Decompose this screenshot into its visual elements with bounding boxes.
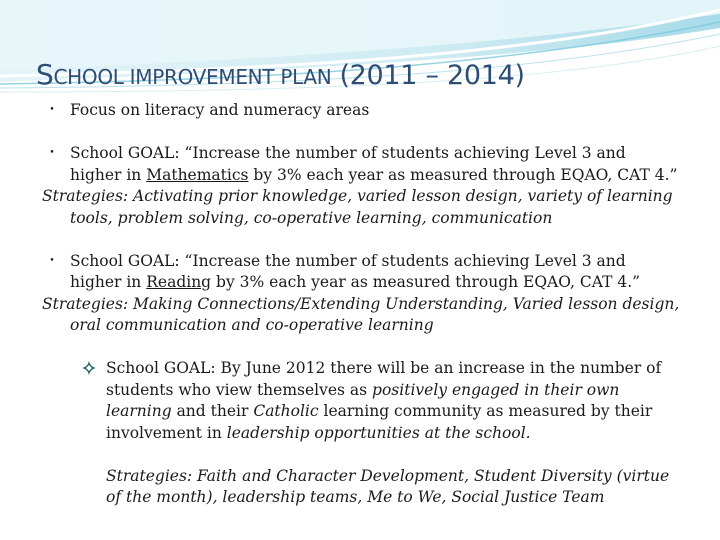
engagement-goal-d: Catholic — [253, 402, 319, 420]
reading-goal-text-1: School GOAL: “Increase the number of students achieving Level 3 and higher in — [70, 251, 626, 291]
engagement-strategies: Strategies: Faith and Character Development, Student Diversity (virtue of the month), leadership teams, Me to We, Social Justice Team — [106, 466, 670, 506]
engagement-goal-c: and their — [171, 402, 254, 420]
bullet-item-math-goal — [42, 143, 682, 186]
title-rest: CHOOL IMPROVEMENT PLAN — [53, 65, 332, 89]
math-goal-text-1: School GOAL: “Increase the number of students achieving Level 3 and higher in — [70, 144, 626, 184]
engagement-goal-a: School GOAL: By June 2012 there will be an increase in the number of students who view themselves as — [106, 359, 662, 399]
bullet-dot: • — [49, 148, 55, 158]
bullet-item-reading-goal — [42, 251, 682, 294]
reading-strategies: Strategies: Making Connections/Extending Understanding, Varied lesson design, oral communication and co-operative learning — [42, 294, 680, 334]
engagement-goal-f: leadership opportunities at the school. — [226, 423, 531, 442]
reading-goal-text-2: by 3% each year as measured through EQAO, CAT 4.” — [211, 273, 641, 291]
reading-goal-subject: Reading — [146, 273, 212, 291]
engagement-goal-b: positively engaged in their own learning — [106, 380, 620, 420]
bullet-dot: • — [49, 255, 55, 266]
bullet-item-literacy — [42, 100, 682, 122]
math-goal-text-2: by 3% each year as measured through EQAO, CAT 4.” — [248, 165, 678, 184]
diamond-bullet-icon — [82, 361, 96, 375]
math-strategies: Strategies: Activating prior knowledge, varied lesson design, variety of learning tools, problem solving, co-operative learning, communication — [42, 187, 673, 227]
engagement-goal-text — [106, 358, 682, 444]
title-years: (2011 – 2014) — [339, 60, 525, 91]
bullet-dot: • — [49, 105, 55, 115]
engagement-goal-block — [82, 358, 682, 509]
page-title — [36, 54, 525, 92]
content-body — [42, 100, 682, 509]
literacy-text: Focus on literacy and numeracy areas — [70, 101, 370, 119]
engagement-goal-e: learning community as measured by their involvement in — [106, 402, 653, 442]
math-goal-subject: Mathematics — [146, 165, 249, 184]
title-cap-s: S — [36, 58, 54, 91]
